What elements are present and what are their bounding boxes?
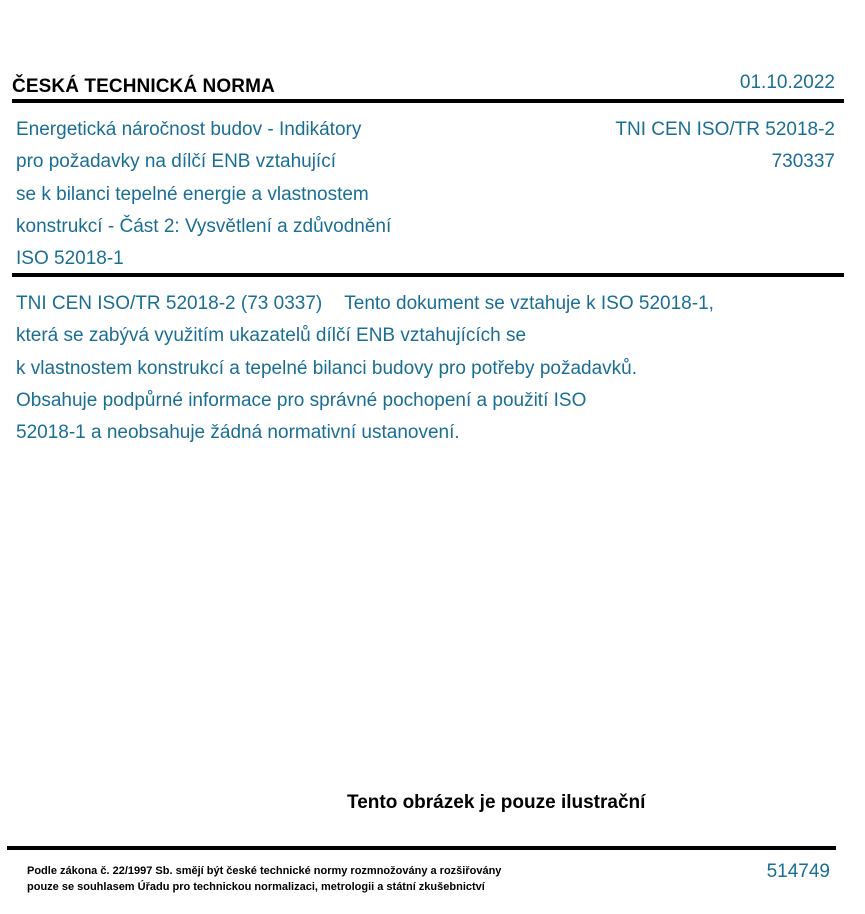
- summary-line: k vlastnostem konstrukcí a tepelné bilanci budovy pro potřeby požadavků.: [16, 357, 638, 379]
- legal-notice: [27, 864, 501, 895]
- title-divider: [12, 273, 844, 277]
- header-divider: [12, 99, 844, 103]
- legal-line: pouze se souhlasem Úřadu pro technickou normalizaci, metrologii a státní zkušebnictví: [27, 880, 485, 893]
- summary-line: Obsahuje podpůrné informace pro správné pochopení a použití ISO: [16, 389, 587, 411]
- standard-designation: TNI CEN ISO/TR 52018-2: [615, 119, 835, 140]
- summary-reference: TNI CEN ISO/TR 52018-2 (73 0337): [16, 293, 323, 314]
- standard-title-line: pro požadavky na dílčí ENB vztahující: [16, 151, 336, 173]
- summary-line: 52018-1 a neobsahuje žádná normativní ustanovení.: [16, 422, 460, 444]
- standard-codes: [615, 114, 835, 179]
- summary-block: [16, 288, 846, 449]
- document-type-title: ČESKÁ TECHNICKÁ NORMA: [12, 76, 275, 97]
- classification-code: 730337: [771, 151, 835, 173]
- standard-title-line: ISO 52018-1: [16, 248, 124, 270]
- standard-title-line: se k bilanci tepelné energie a vlastnostem: [16, 183, 369, 205]
- legal-line: Podle zákona č. 22/1997 Sb. smějí být české technické normy rozmnožovány a rozšiřovány: [27, 865, 502, 877]
- document-number: 514749: [766, 861, 830, 882]
- summary-first-line: [16, 288, 846, 320]
- standard-title: [16, 114, 496, 275]
- illustration-note: Tento obrázek je pouze ilustrační: [347, 792, 646, 813]
- summary-line: která se zabývá využitím ukazatelů dílčí ENB vztahujících se: [16, 325, 527, 347]
- publication-date: 01.10.2022: [739, 72, 835, 93]
- standard-title-line: Energetická náročnost budov - Indikátory: [16, 119, 362, 140]
- footer-divider: [7, 846, 836, 850]
- standard-title-line: konstrukcí - Část 2: Vysvětlení a zdůvodnění: [16, 215, 392, 237]
- summary-intro: Tento dokument se vztahuje k ISO 52018-1,: [344, 293, 714, 314]
